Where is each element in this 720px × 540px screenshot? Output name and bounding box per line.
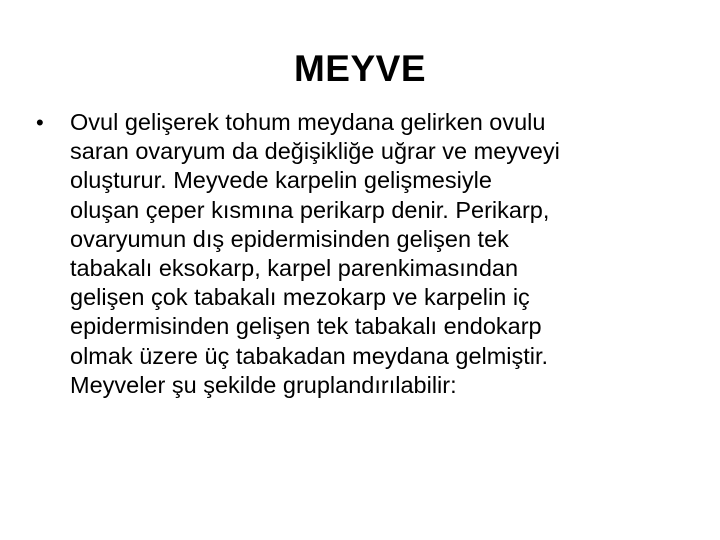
bullet-text-line-6: tabakalı eksokarp, karpel parenkimasından: [70, 255, 519, 282]
bullet-text-line-7: gelişen çok tabakalı mezokarp ve karpelin iç: [70, 284, 530, 311]
bullet-text-line-10: Meyveler şu şekilde gruplandırılabilir:: [70, 371, 457, 398]
bullet-text-line-8: epidermisinden gelişen tek tabakalı endokarp: [70, 313, 542, 340]
bullet-text-line-9: olmak üzere üç tabakadan meydana gelmiştir.: [70, 342, 549, 369]
bullet-text-line-3: oluşturur. Meyvede karpelin gelişmesiyle: [70, 167, 492, 194]
bullet-text-line-5: ovaryumun dış epidermisinden gelişen tek: [70, 225, 509, 252]
bullet-list: [36, 108, 696, 400]
bullet-text-line-4: oluşan çeper kısmına perikarp denir. Perikarp,: [70, 196, 550, 223]
bullet-text-line-1: Ovul gelişerek tohum meydana gelirken ovulu: [70, 109, 546, 135]
bullet-text-line-2: saran ovaryum da değişikliğe uğrar ve meyveyi: [70, 138, 560, 165]
bullet-item: [36, 108, 696, 400]
bullet-marker: •: [36, 110, 44, 135]
slide-title: MEYVE: [293, 48, 427, 89]
